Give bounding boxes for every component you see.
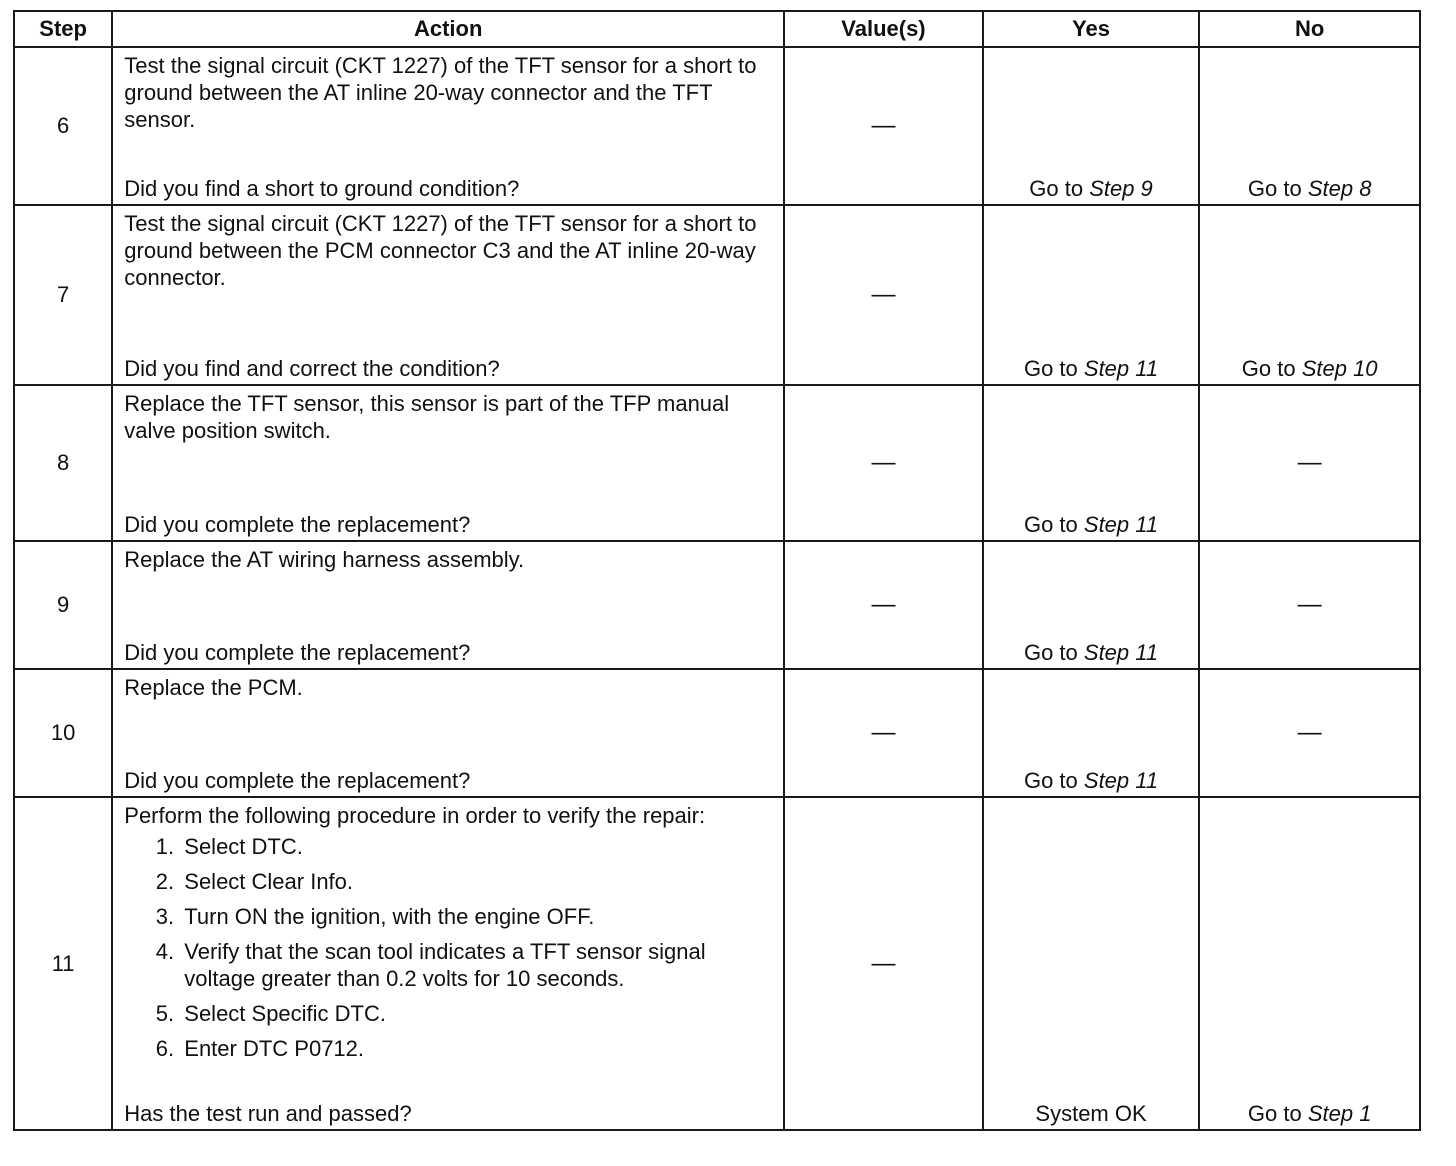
- step-number: 9: [14, 541, 112, 669]
- action-question: Did you complete the replacement?: [124, 512, 471, 537]
- yes-prefix: Go to: [1023, 768, 1084, 793]
- yes-cell: [983, 385, 1200, 541]
- action-text: Test the signal circuit (CKT 1227) of the TFT sensor for a short to ground between the PCM connector C3 and the AT inline 20-way connector.: [124, 211, 757, 290]
- action-question: Has the test run and passed?: [124, 1101, 412, 1126]
- diagnostic-table: [13, 10, 1421, 1131]
- yes-step-link[interactable]: Step 11: [1083, 768, 1159, 793]
- header-step: Step: [14, 11, 112, 47]
- no-cell: —: [1199, 541, 1420, 669]
- procedure-item: 5. Select Specific DTC.: [180, 1000, 773, 1027]
- step-number: 8: [14, 385, 112, 541]
- action-cell: [112, 669, 784, 797]
- action-text: Perform the following procedure in order to verify the repair:: [124, 803, 706, 828]
- action-question: Did you complete the replacement?: [124, 768, 471, 793]
- action-question: Did you complete the replacement?: [124, 640, 471, 665]
- action-question: Did you find a short to ground condition?: [124, 176, 520, 201]
- no-step-link[interactable]: Step 8: [1307, 176, 1372, 201]
- yes-step-link[interactable]: Step 11: [1083, 640, 1159, 665]
- header-no: No: [1199, 11, 1420, 47]
- step-number: 6: [14, 47, 112, 205]
- yes-cell: [983, 669, 1200, 797]
- table-row: [14, 385, 1420, 541]
- yes-prefix: Go to: [1023, 512, 1084, 537]
- action-text: Replace the AT wiring harness assembly.: [124, 547, 525, 572]
- step-number: 7: [14, 205, 112, 385]
- action-text: Replace the TFT sensor, this sensor is part of the TFP manual valve position switch.: [124, 391, 730, 443]
- value-cell: —: [784, 385, 983, 541]
- action-text: Replace the PCM.: [124, 675, 303, 700]
- step-number: 11: [14, 797, 112, 1130]
- procedure-item: 1. Select DTC.: [180, 833, 773, 860]
- no-prefix: Go to: [1241, 356, 1302, 381]
- header-row: [14, 11, 1420, 47]
- no-cell: —: [1199, 669, 1420, 797]
- action-cell: [112, 47, 784, 205]
- no-prefix: Go to: [1247, 176, 1308, 201]
- header-action: Action: [112, 11, 784, 47]
- step-number: 10: [14, 669, 112, 797]
- yes-step-link[interactable]: Step 11: [1083, 512, 1159, 537]
- yes-step-link[interactable]: Step 11: [1083, 356, 1159, 381]
- value-cell: —: [784, 47, 983, 205]
- procedure-list: [124, 833, 773, 1062]
- action-text: Test the signal circuit (CKT 1227) of the TFT sensor for a short to ground between the AT inline 20-way connector and the TFT sensor.: [124, 53, 757, 132]
- table-row: [14, 541, 1420, 669]
- yes-cell: [983, 47, 1200, 205]
- no-step-link[interactable]: Step 10: [1301, 356, 1378, 381]
- procedure-item: 2. Select Clear Info.: [180, 868, 773, 895]
- procedure-item: 3. Turn ON the ignition, with the engine OFF.: [180, 903, 773, 930]
- yes-prefix: Go to: [1023, 640, 1084, 665]
- value-cell: —: [784, 797, 983, 1130]
- action-cell: [112, 797, 784, 1130]
- value-cell: —: [784, 541, 983, 669]
- header-yes: Yes: [983, 11, 1200, 47]
- yes-prefix: Go to: [1023, 356, 1084, 381]
- table-row: [14, 47, 1420, 205]
- action-cell: [112, 205, 784, 385]
- procedure-item: 6. Enter DTC P0712.: [180, 1035, 773, 1062]
- no-cell: [1199, 47, 1420, 205]
- action-cell: [112, 385, 784, 541]
- value-cell: —: [784, 669, 983, 797]
- table-row: [14, 669, 1420, 797]
- yes-prefix: Go to: [1029, 176, 1090, 201]
- no-cell: [1199, 797, 1420, 1130]
- yes-cell: [983, 205, 1200, 385]
- procedure-item: 4. Verify that the scan tool indicates a TFT sensor signal voltage greater than 0.2 volts for 10 seconds.: [180, 938, 773, 992]
- action-cell: [112, 541, 784, 669]
- action-question: Did you find and correct the condition?: [124, 356, 500, 381]
- yes-step-link[interactable]: Step 9: [1089, 176, 1153, 201]
- header-values: Value(s): [784, 11, 983, 47]
- table-row: [14, 205, 1420, 385]
- table-row: [14, 797, 1420, 1130]
- yes-cell: [983, 541, 1200, 669]
- no-cell: —: [1199, 385, 1420, 541]
- yes-cell: System OK: [983, 797, 1200, 1130]
- value-cell: —: [784, 205, 983, 385]
- no-cell: [1199, 205, 1420, 385]
- no-prefix: Go to: [1247, 1101, 1308, 1126]
- no-step-link[interactable]: Step 1: [1307, 1101, 1372, 1126]
